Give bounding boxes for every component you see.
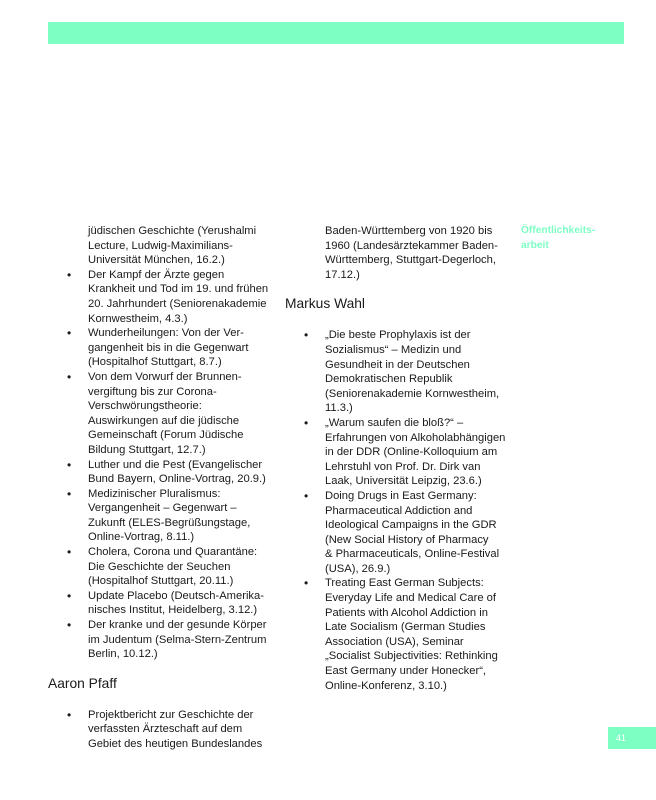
sidebar-label-line: Öffentlichkeits- [521,225,596,236]
list-item [48,370,288,458]
text-line: Berlin, 10.12.) [88,648,158,661]
text-line: in der DDR (Online-Kolloquium am [325,446,498,459]
text-line: • „Warum saufen die bloß?“ – [325,416,464,429]
text-line: Krankheit und Tod im 19. und frühen [88,283,269,296]
text-line: • Medizinischer Pluralismus: [88,487,221,500]
text-line: Württemberg, Stuttgart-Degerloch, [325,254,496,267]
text-line: • Luther und die Pest (Evangelischer [88,458,263,471]
text-line: verfassten Ärzteschaft auf dem [88,723,243,736]
section-heading-markus-wahl: Markus Wahl [285,296,365,312]
text-line: Zukunft (ELES-Begrüßungstage, [88,516,251,529]
text-line: • Der Kampf der Ärzte gegen [88,268,225,281]
text-line: Late Socialism (German Studies [325,621,486,634]
list-item [285,416,515,489]
text-line: • Von dem Vorwurf der Brunnen- [88,370,242,383]
talk-list-2 [48,708,288,752]
text-line: • Doing Drugs in East Germany: [325,489,477,502]
text-line: Baden-Württemberg von 1920 bis [325,225,493,237]
text-line: 11.3.) [325,402,353,415]
text-line: (Hospitalhof Stuttgart, 20.11.) [88,575,234,588]
text-line: Online-Vortrag, 8.11.) [88,531,195,544]
text-line: Sozialismus“ – Medizin und [325,343,462,356]
text-line: Lehrstuhl von Prof. Dr. Dirk van [325,460,481,473]
text-line: Bund Bayern, Online-Vortrag, 20.9.) [88,473,266,486]
text-line: Lecture, Ludwig-Maximilians- [88,239,233,252]
text-line: • Der kranke und der gesunde Körper [88,619,267,632]
text-line: Association (USA), Seminar [325,635,464,648]
talk-list-3 [285,328,515,693]
text-line: gangenheit bis in die Gegenwart [88,341,249,354]
text-line: • Wunderheilungen: Von der Ver- [88,327,244,340]
text-line: Ideological Campaigns in the GDR [325,519,497,532]
text-line: Erfahrungen von Alkoholabhängigen [325,431,506,444]
text-line: (New Social History of Pharmacy [325,533,489,546]
text-line: (Hospitalhof Stuttgart, 8.7.) [88,356,222,369]
text-line: • Treating East German Subjects: [325,577,484,590]
list-item [48,487,288,545]
text-line: • Projektbericht zur Geschichte der [88,708,254,721]
text-line: nisches Institut, Heidelberg, 3.12.) [88,604,258,617]
list-item [285,489,515,577]
list-item [48,545,288,589]
text-line: Everyday Life and Medical Care of [325,592,497,605]
text-line: jüdischen Geschichte (Yerushalmi [88,225,257,237]
text-line: Online-Konferenz, 3.10.) [325,679,447,692]
text-line: Die Geschichte der Seuchen [88,560,231,573]
list-item [48,268,288,326]
text-line: Laak, Universität Leipzig, 23.6.) [325,475,482,488]
text-line: • Cholera, Corona und Quarantäne: [88,546,258,559]
text-line: Vergangenheit – Gegenwart – [88,502,237,515]
list-item [48,618,288,662]
text-line: Verschwörungstheorie: [88,400,202,413]
top-accent-bar [48,22,624,44]
text-line: Pharmaceutical Addiction and [325,504,473,517]
list-item [48,326,288,370]
talk-list-1 [48,268,288,662]
continued-entry [285,224,515,282]
list-item [48,708,288,752]
text-line: Patients with Alcohol Addiction in [325,606,488,619]
list-item [285,328,515,416]
text-line: & Pharmaceuticals, Online-Festival [325,548,500,561]
continued-entry [48,224,288,268]
page-number: 41 [616,733,627,743]
text-line: 20. Jahrhundert (Seniorenakademie [88,297,267,310]
section-heading-aaron-pfaff: Aaron Pfaff [48,675,117,691]
right-column [285,224,515,693]
text-line: Gebiet des heutigen Bundeslandes [88,738,263,750]
text-line: Gesundheit in der Deutschen [325,358,470,371]
sidebar-label-line: arbeit [521,239,549,251]
sidebar-section-label [521,224,621,253]
text-line: • „Die beste Prophylaxis ist der [325,329,471,342]
text-line: „Socialist Subjectivities: Rethinking [325,650,498,663]
page-number-box [608,727,656,749]
text-line: Bildung Stuttgart, 12.7.) [88,443,206,456]
text-line: East Germany under Honecker“, [325,665,487,678]
text-line: Universität München, 16.2.) [88,254,225,267]
list-item [285,576,515,693]
text-line: Demokratischen Republik [325,373,453,386]
text-line: im Judentum (Selma-Stern-Zentrum [88,633,267,646]
text-line: Gemeinschaft (Forum Jüdische [88,429,244,442]
text-line: (USA), 26.9.) [325,562,391,575]
list-item [48,458,288,487]
text-line: Auswirkungen auf die jüdische [88,414,240,427]
text-line: Kornwestheim, 4.3.) [88,312,188,325]
text-line: (Seniorenakademie Kornwestheim, [325,387,500,400]
text-line: 1960 (Landesärztekammer Baden- [325,239,498,252]
text-line: 17.12.) [325,268,360,281]
left-column [48,224,288,752]
list-item [48,589,288,618]
text-line: • Update Placebo (Deutsch-Amerika- [88,589,264,602]
text-line: vergiftung bis zur Corona- [88,385,217,398]
